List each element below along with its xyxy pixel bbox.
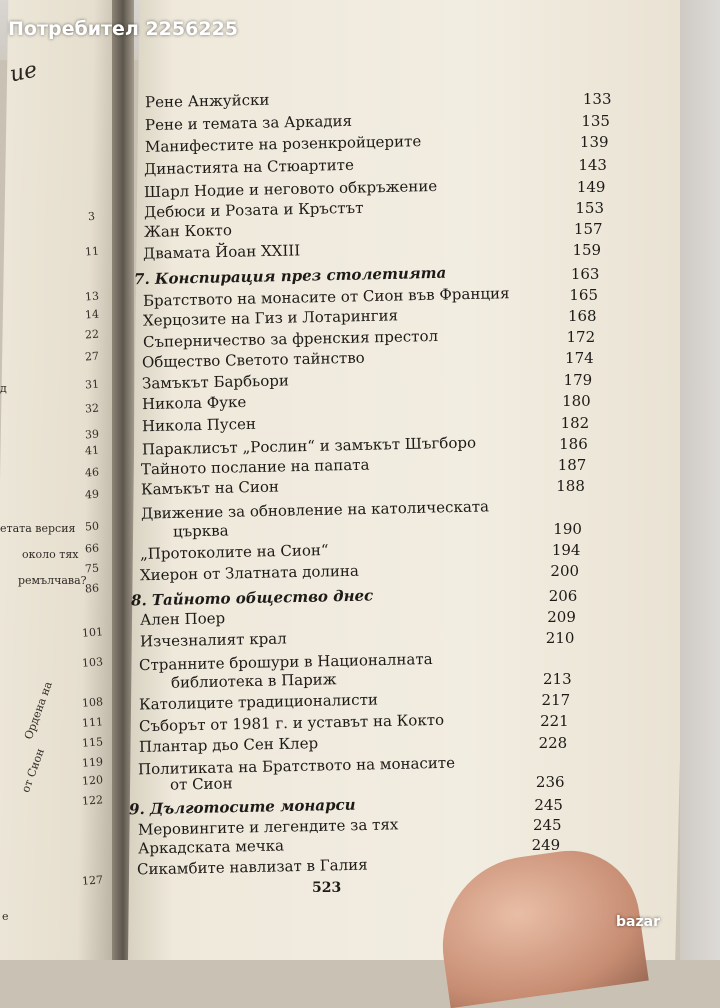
left-page-number: 11: [84, 244, 100, 259]
toc-entry-title: Никола Пусен: [141, 414, 256, 436]
left-page-number: 111: [81, 715, 104, 730]
toc-page-number: 157: [573, 220, 603, 238]
toc-entry-title: Манифестите на розенкройцерите: [144, 132, 421, 156]
toc-page-number: 210: [545, 629, 575, 647]
left-page-number: 14: [84, 307, 100, 322]
toc-page-number: 209: [547, 608, 576, 626]
left-page-number: 103: [81, 655, 104, 670]
toc-entry-title: Аркадската мечка: [137, 836, 284, 858]
left-page-number: 108: [81, 695, 104, 710]
toc-page-number: 236: [535, 773, 565, 791]
toc-entry-title: Параклисът „Рослин“ и замъкът Шъгборо: [141, 433, 476, 459]
left-fragment: етата версия: [0, 522, 76, 535]
toc-entry-title: Рене Анжуйски: [144, 90, 270, 112]
toc-entry-title: Политиката на Братството на монасите: [138, 753, 456, 779]
toc-section-heading: 8. Тайното общество днес: [130, 586, 374, 610]
toc-page-number: 194: [551, 541, 581, 559]
toc-page-number: 174: [565, 349, 594, 367]
toc-entry-title: Никола Фуке: [141, 392, 247, 414]
toc-page-number: 228: [538, 734, 568, 752]
toc-page-number: 245: [534, 796, 563, 814]
left-page-number: 49: [84, 487, 100, 502]
toc-entry-title: от Сион: [169, 774, 233, 794]
toc-entry-title: Херцозите на Гиз и Лотарингия: [142, 306, 398, 330]
left-page-number: 75: [84, 561, 100, 576]
toc-page-number: 143: [578, 156, 607, 174]
page-number: 523: [312, 880, 342, 896]
user-watermark: Потребител 2256225: [8, 18, 239, 40]
toc-page-number: 168: [567, 307, 597, 325]
left-page-number: 41: [84, 443, 100, 458]
toc-entry-title: църква: [172, 521, 229, 541]
toc-page-number: 135: [581, 112, 610, 130]
toc-page-number: 188: [556, 477, 585, 495]
toc-entry-title: Странните брошури в Националната: [139, 649, 434, 675]
left-page-number: 122: [81, 793, 104, 808]
toc-entry-title: Ален Поер: [139, 609, 226, 629]
toc-page-number: 149: [576, 178, 606, 196]
toc-entry-title: Рене и темата за Аркадия: [144, 111, 352, 135]
toc-page-number: 139: [579, 133, 609, 151]
toc-entry-title: Дебюси и Розата и Кръстът: [143, 198, 364, 222]
toc-page-number: 165: [569, 286, 599, 304]
left-page: [0, 0, 130, 960]
toc-page-number: 186: [559, 435, 588, 453]
left-page-number: 32: [84, 401, 100, 416]
toc-page-number: 163: [570, 265, 600, 283]
toc-page-number: 172: [566, 328, 596, 346]
toc-page-number: 179: [563, 371, 593, 389]
toc-entry-title: Съперничество за френския престол: [142, 326, 438, 352]
toc-page-number: 245: [532, 816, 562, 834]
toc-page-number: 182: [560, 414, 590, 432]
left-page-number: 31: [84, 377, 100, 392]
toc-entry-title: Хиерон от Златната долина: [140, 561, 360, 585]
toc-page-number: 249: [531, 836, 561, 854]
toc-entry-title: Династията на Стюартите: [144, 155, 355, 179]
left-page-number: 46: [84, 465, 100, 480]
toc-entry-title: Сикамбите навлизат в Галия: [137, 855, 369, 879]
toc-page-number: 187: [557, 456, 587, 474]
left-page-number: 119: [81, 755, 104, 770]
left-page-heading: ие: [7, 57, 40, 88]
toc-entry-title: „Протоколите на Сион“: [140, 541, 330, 563]
left-fragment: ремълчава?: [18, 574, 87, 587]
left-page-number: 22: [84, 327, 100, 342]
site-logo: bazar: [616, 914, 660, 930]
toc-page-number: 200: [550, 562, 580, 580]
toc-entry-title: Шарл Нодие и неговото обкръжение: [143, 176, 438, 202]
left-page-number: 86: [84, 581, 100, 596]
left-fragment: от Сион: [18, 746, 47, 795]
toc-entry-title: Плантар дьо Сен Клер: [138, 734, 318, 756]
toc-entry-title: библиотека в Париж: [171, 670, 337, 692]
toc-page-number: 206: [548, 587, 578, 605]
toc-entry-title: Съборът от 1981 г. и уставът на Кокто: [138, 710, 444, 736]
left-page-number: 101: [81, 625, 104, 640]
left-page-number: 127: [81, 873, 104, 888]
left-page-number: 66: [84, 541, 100, 556]
toc-entry-title: Двамата Йоан XXIII: [143, 241, 301, 263]
toc-page-number: 217: [541, 691, 571, 709]
left-fragment: д: [0, 382, 7, 395]
left-page-number: 115: [81, 735, 104, 750]
left-fragment: около тях: [22, 548, 79, 561]
toc-entry-title: Братството на монасите от Сион във Франция: [142, 284, 510, 310]
toc-page-number: 153: [575, 199, 604, 217]
toc-entry-title: Общество Светото тайнство: [142, 348, 366, 372]
toc-entry-title: Движение за обновление на католическата: [140, 497, 490, 523]
toc-page-number: 159: [572, 241, 602, 259]
toc-page-number: 133: [582, 90, 612, 108]
toc-entry-title: Замъкът Барбьори: [141, 371, 290, 393]
left-page-number: 120: [81, 773, 104, 788]
toc-entry-title: Тайното послание на папата: [141, 455, 370, 479]
left-page-number: 39: [84, 427, 100, 442]
toc-page-number: 190: [553, 520, 582, 538]
toc-page-number: 180: [562, 392, 591, 410]
toc-entry-title: Камъкът на Сион: [140, 477, 280, 499]
toc-page-number: 221: [540, 712, 569, 730]
left-page-number: 13: [84, 289, 100, 304]
left-page-number: 50: [84, 519, 100, 534]
toc-section-heading: 7. Конспирация през столетията: [134, 263, 447, 289]
toc-entry-title: Изчезналият крал: [139, 629, 287, 651]
toc-page-number: 213: [542, 670, 572, 688]
toc-entry-title: Жан Кокто: [143, 221, 232, 241]
left-fragment: Ордена на: [21, 679, 55, 742]
background-right: [680, 0, 720, 960]
toc-entry-title: Меровингите и легендите за тях: [137, 815, 399, 839]
toc-entry-title: Католиците традиционалисти: [138, 690, 379, 714]
left-fragment: е: [2, 910, 9, 923]
left-page-number: 3: [87, 209, 96, 224]
left-page-number: 27: [84, 349, 100, 364]
toc-section-heading: 9. Дълготосите монарси: [128, 795, 356, 819]
